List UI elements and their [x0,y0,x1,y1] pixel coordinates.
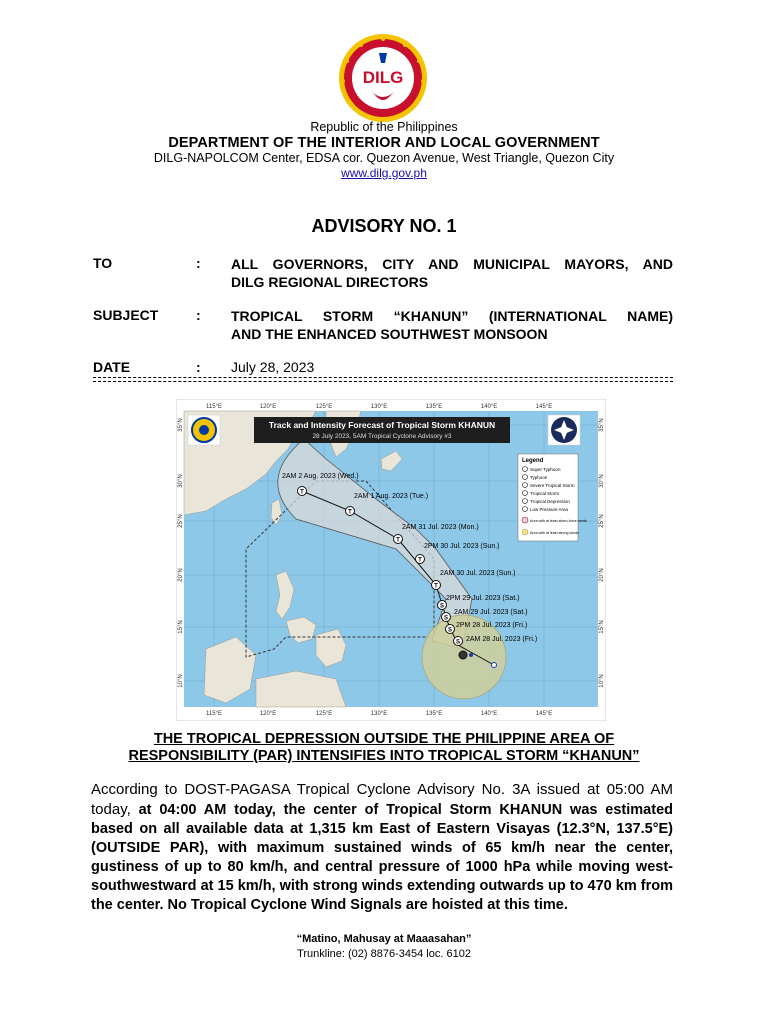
headline-line1: THE TROPICAL DEPRESSION OUTSIDE THE PHILIPPINE AREA OF [153,731,615,747]
map-title: Track and Intensity Forecast of Tropical Storm KHANUN [268,420,496,430]
lat-label: 35°N [599,418,605,432]
lat-label: 25°N [599,514,605,528]
svg-text:S: S [439,603,445,610]
legend-note: Area with at least strong winds [530,531,579,535]
subject-value [231,307,673,343]
lon-label: 140°E [480,404,498,410]
subject-value-line1: TROPICAL STORM “KHANUN” (INTERNATIONAL NAME) [231,308,673,324]
legend-symbol [523,467,528,472]
lon-label: 145°E [535,711,553,717]
dost-logo [548,415,580,445]
lat-label: 15°N [599,620,605,634]
track-label: 2PM 29 Jul. 2023 (Sat.) [446,595,520,602]
legend-item: Tropical Storm [530,491,560,496]
lon-label: 145°E [535,404,553,410]
svg-text:S: S [443,615,449,622]
legend-item: Severe Tropical Storm [530,483,575,488]
current-position-marker [459,651,467,659]
lat-label: 10°N [178,674,184,688]
svg-text:T: T [396,537,400,544]
legend-item: Super Typhoon [530,467,561,472]
to-value-line2: DILG REGIONAL DIRECTORS [231,274,429,290]
lon-label: 120°E [259,404,277,410]
header-divider [93,377,673,382]
track-label: 2PM 30 Jul. 2023 (Sun.) [424,543,500,550]
track-label: 2AM 28 Jul. 2023 (Fri.) [466,636,538,643]
date-label: DATE [93,359,131,375]
legend-note: Area with at least storm-force winds [530,519,587,523]
to-colon: : [196,255,201,271]
lon-label: 135°E [425,404,443,410]
lat-label: 30°N [599,474,605,488]
lon-label: 140°E [480,711,498,717]
date-colon: : [196,359,201,375]
track-label: 2AM 29 Jul. 2023 (Sat.) [454,609,528,616]
track-label: 2PM 28 Jul. 2023 (Fri.) [456,622,528,629]
past-track-point [469,653,473,657]
to-label: TO [93,255,113,271]
advisory-paragraph [91,780,673,915]
pagasa-logo [188,415,220,445]
legend-symbol [523,475,528,480]
department-address: DILG-NAPOLCOM Center, EDSA cor. Quezon Avenue, West Triangle, Quezon City [153,151,615,165]
subject-label: SUBJECT [93,307,159,323]
lat-label: 30°N [178,474,184,488]
lat-label: 10°N [599,674,605,688]
map-legend [518,454,587,541]
to-value [231,255,673,291]
svg-text:T: T [300,489,304,496]
legend-item: Typhoon [530,475,548,480]
legend-item: Tropical Depression [530,499,570,504]
svg-text:S: S [455,639,461,646]
lon-label: 125°E [315,404,333,410]
legend-item: Low Pressure Area [530,507,569,512]
legend-symbol [523,483,528,488]
department-name: DEPARTMENT OF THE INTERIOR AND LOCAL GOVERNMENT [168,135,600,151]
paragraph-intro: According to DOST-PAGASA Tropical Cyclone Advisory No. 3A issued at 05:00 AM today, [91,781,673,818]
lat-label: 15°N [178,620,184,634]
republic-line: Republic of the Philippines [310,120,458,134]
dilg-logo [333,33,433,125]
svg-text:T: T [348,509,352,516]
motto: “Matino, Mahusay at Maaasahan” [296,933,472,945]
lat-label: 20°N [599,568,605,582]
lon-label: 130°E [370,404,388,410]
lon-label: 125°E [315,711,333,717]
to-value-line1: ALL GOVERNORS, CITY AND MUNICIPAL MAYORS, AND [231,256,673,272]
legend-symbol [523,507,528,512]
paragraph-details: at 04:00 AM today, the center of Tropical Storm KHANUN was estimated based on all available data at 1,315 km East of Eastern Visayas (12.3°N, 137.5°E) (OUTSIDE PAR), with maximum sustained winds of 65 km/h near the center, gustiness of up to 80 km/h, and central pressure of 1000 hPa while moving west-southwestward at 15 km/h, with strong winds extending outwards up to 470 km from the center. No Tropical Cyclone Wind Signals are hoisted at this time. [91,802,673,913]
lon-label: 115°E [206,711,222,717]
trunkline: Trunkline: (02) 8876-3454 loc. 6102 [297,948,471,960]
lon-label: 120°E [259,711,277,717]
lat-label: 20°N [178,568,184,582]
svg-text:DILG: DILG [362,68,404,87]
subject-value-line2: AND THE ENHANCED SOUTHWEST MONSOON [231,326,548,342]
svg-text:S: S [447,627,453,634]
track-label: 2AM 2 Aug. 2023 (Wed.) [282,473,359,480]
map-subtitle: 28 July 2023, 5AM Tropical Cyclone Advisory #3 [312,433,452,440]
legend-symbol [522,529,528,535]
forecast-track-map [176,399,606,721]
lon-label: 130°E [370,711,388,717]
track-label: 2AM 30 Jul. 2023 (Sun.) [440,570,516,577]
lon-label: 115°E [206,404,222,410]
legend-symbol [523,491,528,496]
svg-text:T: T [418,557,422,564]
lat-label: 35°N [178,418,184,432]
legend-title: Legend [522,458,544,464]
headline-line2: RESPONSIBILITY (PAR) INTENSIFIES INTO TROPICAL STORM “KHANUN” [128,748,640,764]
legend-symbol [523,499,528,504]
headline [0,731,768,765]
website-link[interactable]: www.dilg.gov.ph [341,166,427,180]
svg-text:T: T [434,583,438,590]
date-value: July 28, 2023 [231,359,315,375]
advisory-title: ADVISORY NO. 1 [311,216,457,236]
track-label: 2AM 1 Aug. 2023 (Tue.) [354,493,429,500]
subject-colon: : [196,307,201,323]
lon-label: 135°E [425,711,443,717]
past-track-point [492,663,497,668]
legend-symbol [522,517,528,523]
track-label: 2AM 31 Jul. 2023 (Mon.) [402,524,479,531]
lat-label: 25°N [178,514,184,528]
